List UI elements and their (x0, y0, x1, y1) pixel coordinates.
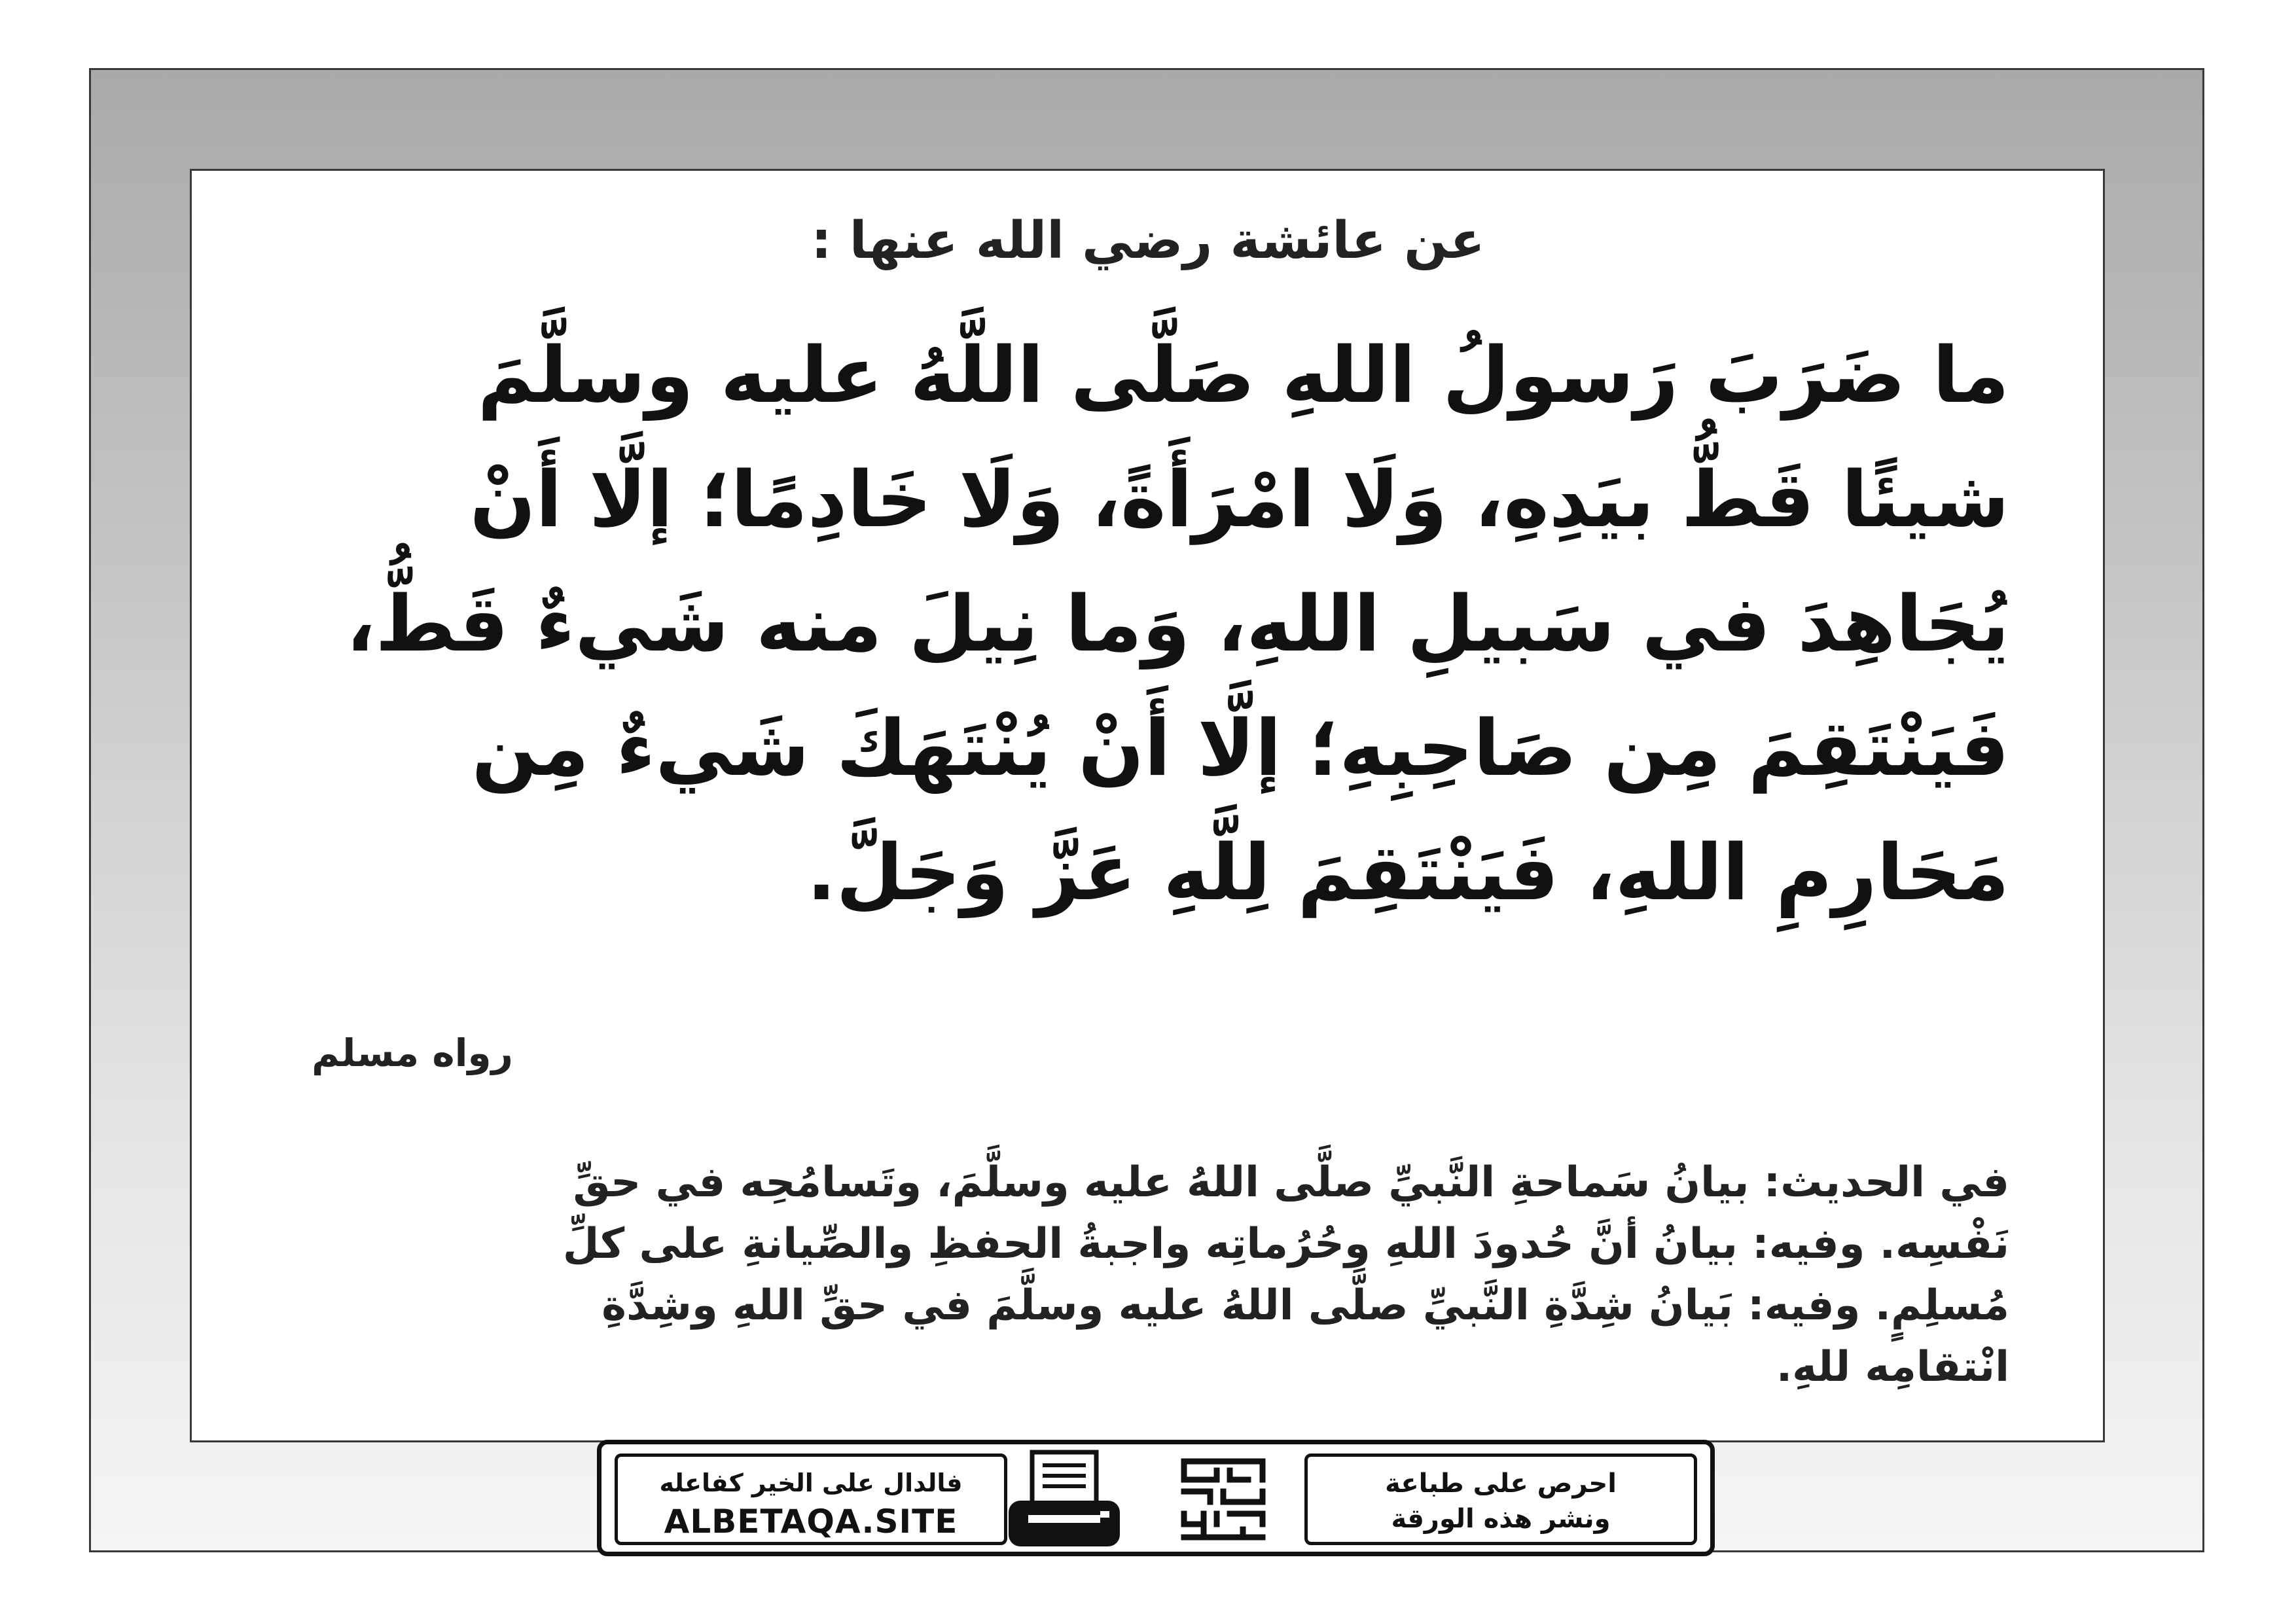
footer-banner (597, 1440, 1715, 1556)
hadith-commentary (275, 1152, 2009, 1398)
hadith-line: فَيَنْتَقِمَ مِن صَاحِبِهِ؛ إلَّا أَنْ يُنْتَهَكَ شَيءٌ مِن (471, 703, 2009, 793)
footer-print-line2: ونشر هذه الورقة (1391, 1504, 1611, 1534)
footer-site-box (615, 1454, 1007, 1545)
commentary-line: انْتقامِه للهِ. (1776, 1343, 2009, 1391)
footer-site-link[interactable]: ALBETAQA.SITE (664, 1503, 958, 1541)
hadith-line: ما ضَرَبَ رَسولُ اللهِ صَلَّى اللَّهُ عليه وسلَّمَ (477, 330, 2009, 420)
footer-print-line1: احرص على طباعة (1385, 1469, 1617, 1499)
footer-print-box (1304, 1454, 1697, 1545)
footer-slogan: فالدال على الخير كفاعله (659, 1469, 963, 1497)
hadith-text (262, 313, 2009, 935)
commentary-line: في الحديث: بيانُ سَماحةِ النَّبيِّ صلَّى اللهُ عليه وسلَّمَ، وتَسامُحِه في حقِّ (573, 1158, 2009, 1207)
hadith-line: مَحَارِمِ اللهِ، فَيَنْتَقِمَ لِلَّهِ عَزَّ وَجَلَّ. (806, 827, 2009, 918)
hadith-source: رواه مسلم (312, 1031, 513, 1075)
dawat-alwaraqa-logo (1177, 1454, 1269, 1545)
hadith-line: يُجَاهِدَ في سَبيلِ اللهِ، وَما نِيلَ منه شَيءٌ قَطُّ، (346, 579, 2009, 669)
printer-icon (1002, 1448, 1126, 1553)
narrator-attribution: عن عائشة رضي الله عنها : (811, 211, 1485, 270)
commentary-line: مُسلِمٍ. وفيه: بَيانُ شِدَّةِ النَّبيِّ صلَّى اللهُ عليه وسلَّمَ في حقِّ اللهِ وشِدَّةِ (601, 1281, 2009, 1330)
commentary-line: نَفْسِه. وفيه: بيانُ أنَّ حُدودَ اللهِ وحُرُماتِه واجبةُ الحفظِ والصِّيانةِ على كلِّ (562, 1220, 2009, 1268)
hadith-line: شيئًا قَطُّ بيَدِهِ، وَلَا امْرَأَةً، وَلَا خَادِمًا؛ إلَّا أَنْ (469, 454, 2009, 544)
